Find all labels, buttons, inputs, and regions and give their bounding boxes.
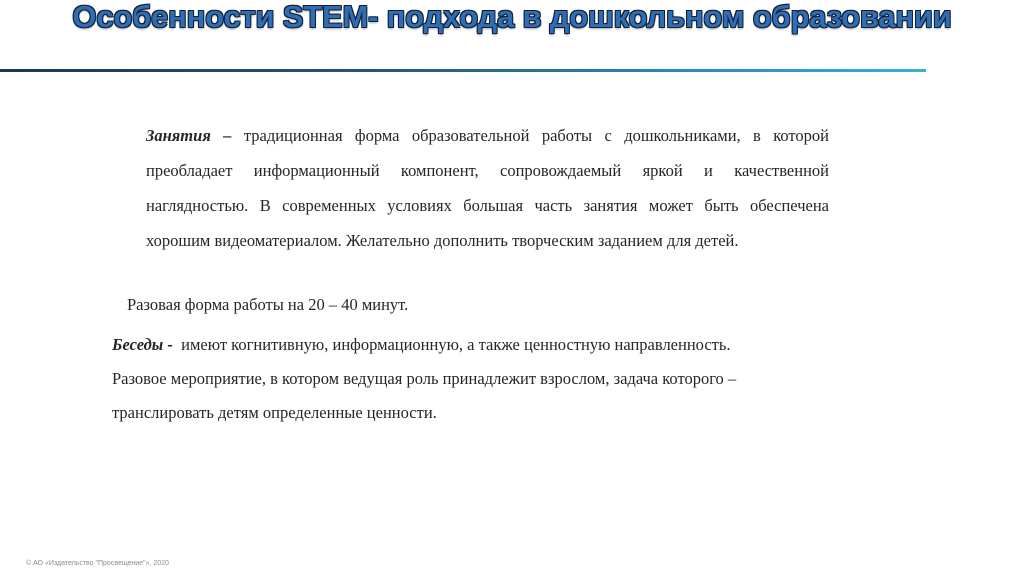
title-divider — [0, 69, 926, 72]
paragraph-lessons — [146, 118, 829, 258]
slide-title: Особенности STEM- подхода в дошкольном образовании — [72, 0, 952, 34]
copyright-footer: © АО «Издательство "Просвещение"», 2020 — [26, 560, 169, 567]
term-lessons: Занятия — [146, 126, 211, 145]
term-dash: – — [210, 126, 244, 145]
paragraph-duration: Разовая форма работы на 20 – 40 минут. — [127, 295, 409, 314]
paragraph-conversations — [112, 328, 772, 430]
conversations-description: имеют когнитивную, информационную, а также ценностную направленность. Разовое мероприятие, в котором ведущая роль принадлежит взрослом, задача которого – транслировать детям определенные ценности. — [112, 335, 741, 422]
lessons-description: традиционная форма образовательной работы с дошкольниками, в которой преобладает информационный компонент, сопровождаемый яркой и качественной наглядностью. В современных условиях большая часть занятия может быть обеспечена хорошим видеоматериалом. Желательно дополнить творческим заданием для детей. — [146, 126, 830, 250]
term-conversations: Беседы - — [112, 335, 173, 354]
